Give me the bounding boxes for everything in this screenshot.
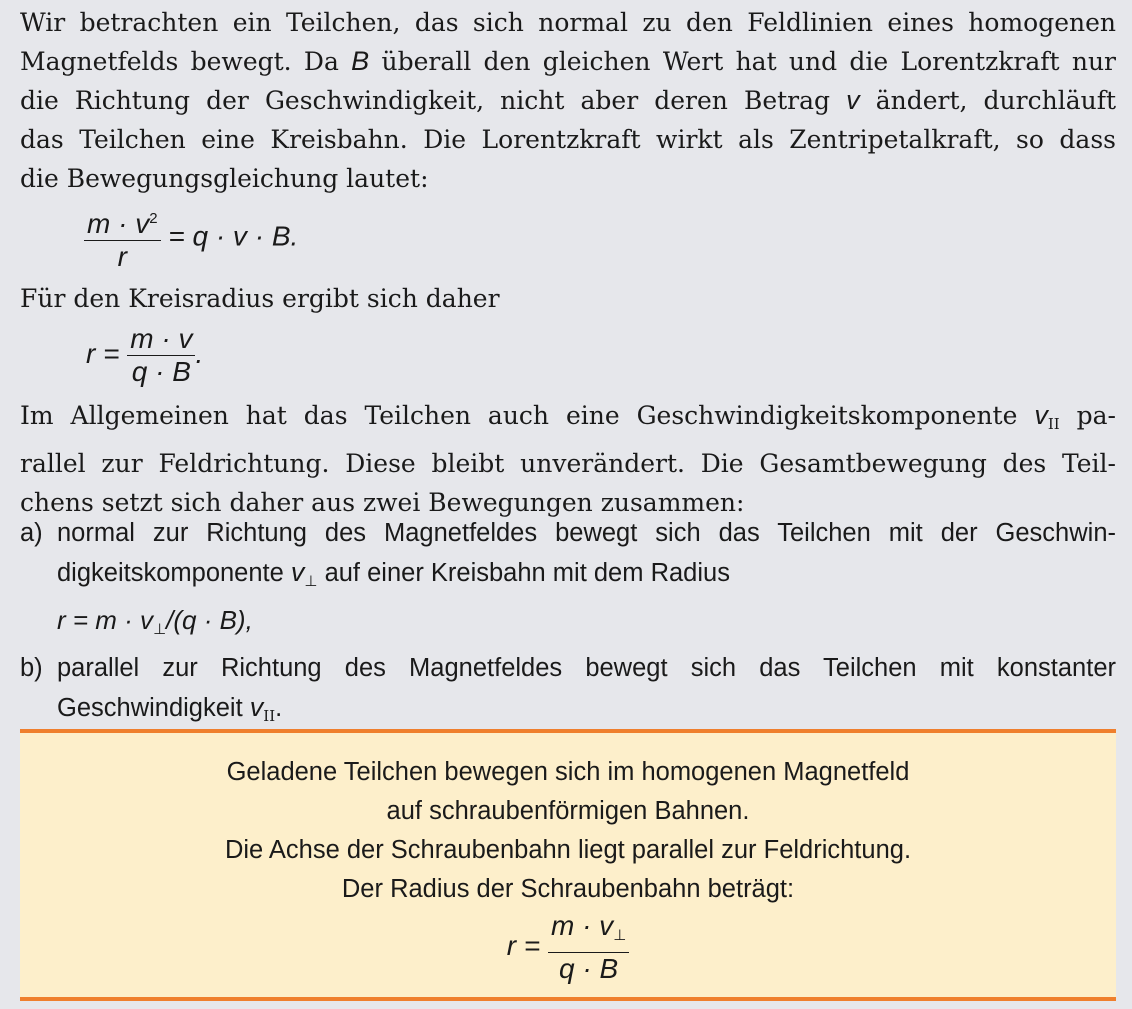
intro-line-2 [20, 42, 1116, 81]
intro-line-1: Wir betrachten ein Teilchen, das sich normal zu den Feldlinien eines homogenen [20, 8, 1116, 37]
equation-motion-numerator [84, 204, 161, 241]
list-a-line-2-text-b: auf einer Kreisbahn mit dem Radius [317, 559, 730, 587]
symbol-B: B [351, 46, 370, 76]
equation-radius-lhs: r = [86, 337, 120, 369]
motion-list [20, 514, 1116, 736]
summary-box [20, 729, 1116, 1001]
list-b-line-2-text-b: . [275, 694, 283, 722]
general-line-1 [20, 396, 1116, 444]
radius-intro-text: Für den Kreisradius ergibt sich daher [20, 284, 500, 313]
summary-formula-denominator: q · B [559, 953, 619, 984]
list-a-line-3 [57, 601, 1116, 649]
general-paragraph [20, 396, 1116, 522]
symbol-v: v [846, 85, 860, 115]
list-b-line-2-text-a: Geschwindigkeit [57, 694, 250, 722]
summary-line-2: auf schraubenförmigen Bahnen. [386, 797, 750, 825]
summary-formula-fraction [548, 911, 629, 984]
list-a-formula-a: r = m · v [57, 605, 154, 635]
equation-motion [84, 204, 298, 272]
intro-line-5: die Bewegungsgleichung lautet: [20, 164, 429, 193]
intro-line-3-text-a: die Richtung der Geschwindigkeit, nicht aber deren Betrag [20, 86, 847, 115]
equation-motion-numerator-text: m · v [87, 208, 150, 239]
general-line-1-text-b: pa- [1059, 401, 1116, 430]
intro-line-2-text-b: überall den gleichen Wert hat und die Lorentzkraft nur [369, 47, 1116, 76]
list-b-line-1: parallel zur Richtung des Magnetfeldes bewegt sich das Teilchen mit konstanter [57, 654, 1116, 682]
equation-motion-rhs: = q · v · B. [168, 220, 299, 252]
intro-line-3 [20, 81, 1116, 120]
summary-formula [20, 911, 1116, 984]
list-item-a [20, 514, 1116, 649]
general-line-3: chens setzt sich daher aus zwei Bewegungen zusammen: [20, 488, 745, 517]
summary-line-1: Geladene Teilchen bewegen sich im homogenen Magnetfeld [226, 758, 910, 786]
summary-text [20, 753, 1116, 909]
equation-motion-exponent: 2 [149, 210, 158, 227]
symbol-v-parallel-b-sub: II [263, 707, 276, 725]
summary-line-4: Der Radius der Schraubenbahn beträgt: [341, 875, 795, 903]
intro-line-3-text-b: ändert, durchläuft [859, 86, 1116, 115]
list-label-b: b) [20, 654, 43, 682]
equation-radius-denominator: q · B [131, 356, 191, 387]
intro-line-2-text-a: Magnetfelds bewegt. Da [20, 47, 352, 76]
list-a-formula-sub: ⊥ [153, 621, 167, 638]
list-a-line-1: normal zur Richtung des Magnetfeldes bewegt sich das Teilchen mit der Geschwin- [57, 519, 1116, 547]
equation-radius [86, 324, 203, 387]
summary-formula-numerator-text: m · v [550, 910, 614, 941]
summary-formula-lhs: r = [506, 929, 541, 961]
intro-paragraph [20, 3, 1116, 198]
general-line-1-text-a: Im Allgemeinen hat das Teilchen auch eine Geschwindigkeitskomponente [20, 401, 1035, 430]
symbol-v-perp: v [290, 557, 305, 587]
general-line-2: rallel zur Feldrichtung. Diese bleibt unverändert. Die Gesamtbewegung des Teil- [20, 449, 1116, 478]
list-item-b [20, 649, 1116, 736]
intro-line-4: das Teilchen eine Kreisbahn. Die Lorentzkraft wirkt als Zentripetalkraft, so dass [20, 125, 1116, 154]
list-label-a: a) [20, 519, 43, 547]
equation-motion-denominator: r [117, 241, 127, 272]
list-a-line-2-text-a: digkeitskomponente [57, 559, 291, 587]
symbol-v-parallel: v [1034, 400, 1048, 430]
equation-radius-fraction [127, 324, 195, 387]
summary-formula-numerator [548, 911, 629, 953]
symbol-v-parallel-b: v [249, 692, 264, 722]
equation-motion-fraction [84, 204, 161, 272]
summary-formula-numerator-sub: ⊥ [613, 927, 627, 944]
symbol-v-parallel-sub: II [1047, 415, 1060, 433]
summary-line-3: Die Achse der Schraubenbahn liegt parallel zur Feldrichtung. [224, 836, 912, 864]
list-a-formula-b: /(q · B), [166, 605, 253, 635]
equation-radius-period: . [195, 337, 204, 369]
equation-radius-numerator: m · v [127, 324, 195, 356]
list-a-line-2 [57, 553, 1116, 601]
symbol-v-perp-sub: ⊥ [304, 573, 318, 590]
